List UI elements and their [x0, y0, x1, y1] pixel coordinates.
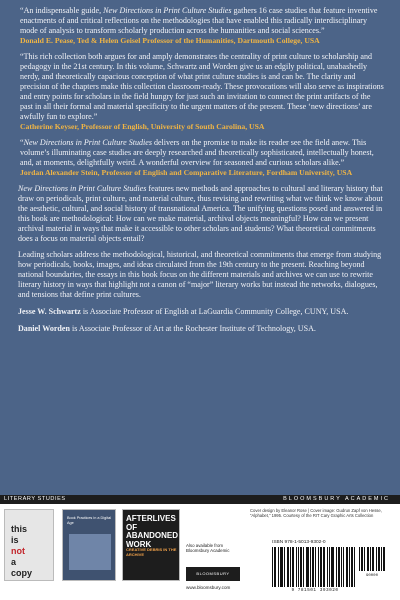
related-book-title: Book Practices in a Digital Age [67, 516, 112, 525]
related-book-cover [62, 509, 116, 581]
quote-text-part: gathers 16 case studies that feature inventive enactments of and critical reflections on the methodologies that have enabled this radically interdisciplinary mode of analysis to transform scholarly production across the humanities and social sciences.” [20, 6, 378, 35]
barcode-bar [321, 547, 322, 587]
related-book-title: AFTERLIVES OF ABANDONED WORK [126, 514, 178, 549]
barcode-bar [312, 547, 313, 587]
price-barcode-bar [381, 547, 382, 571]
barcode-bar [329, 547, 330, 587]
category-bar [0, 495, 400, 504]
barcode-bar [331, 547, 332, 587]
barcode-bar [346, 547, 347, 587]
price-barcode-bar [364, 547, 365, 571]
barcode-bar [318, 547, 319, 587]
quote-book-title: New Directions in Print Culture Studies [23, 138, 152, 147]
barcode-bar [308, 547, 309, 587]
barcode-bar [324, 547, 325, 587]
barcode-bar [292, 547, 293, 587]
barcode-bar [310, 547, 311, 587]
barcode-bar [320, 547, 321, 587]
author-bio-text: is Associate Professor of English at LaGuardia Community College, CUNY, USA. [80, 306, 349, 316]
quote-text [20, 138, 384, 168]
barcode-bar [339, 547, 340, 587]
quote-text [20, 52, 384, 122]
description-book-title: New Directions in Print Culture Studies [18, 184, 147, 193]
price-barcode-bar [376, 547, 377, 571]
publisher-url: www.bloomsbury.com [186, 585, 231, 590]
related-book-cover [122, 509, 180, 581]
barcode-bar [278, 547, 279, 587]
price-barcode-bar [379, 547, 380, 571]
description-paragraph [18, 184, 384, 244]
publisher-strip [0, 495, 400, 600]
price-barcode-bar [367, 547, 368, 571]
also-available-line: Bloomsbury Academic [186, 548, 230, 554]
author-name: Daniel Worden [18, 323, 70, 333]
cover-artwork [69, 534, 111, 570]
barcode-bar [281, 547, 282, 587]
price-barcode-bar [373, 547, 374, 571]
barcode-bar [293, 547, 294, 587]
barcode-bar [315, 547, 316, 587]
barcode-bar [296, 547, 297, 587]
cover-credits: Cover design by Eleanor Rose | Cover image: Gudrun Zapf von Hesse, “Alphabet,” 1995. Courtesy of the RIT Cary Graphic Arts Collection [250, 508, 382, 519]
barcode-bar [332, 547, 333, 587]
barcode-bar [290, 547, 291, 587]
barcode-bar [303, 547, 304, 587]
category-label: LITERARY STUDIES [4, 496, 66, 502]
price-barcode-bar [359, 547, 360, 571]
quote-attribution: Donald E. Pease, Ted & Helen Geisel Professor of the Humanities, Dartmouth College, USA [20, 36, 320, 45]
barcode-bar [287, 547, 288, 587]
description-text: features new methods and approaches to cultural and literary history that draw on periodicals, print culture, and material culture, thus revising and rewriting what we think we know about the aesthetic, cultural, and social history of transnational America. The unifying questions posed and answered in this book are methodological: How can we make material, archival objects meaningful? How can we present archival material in ways that make it accessible to other scholars and students? What theoretical commitments does a focus on material objects entail? [18, 184, 383, 244]
quote-text-part: “This rich collection both argues for and amply demonstrates the centrality of print culture to scholarship and pedagogy in the 21st century. In this volume, Schwartz and Worden give us an edgily political, unabashedly nerdy, and theoretically capacious conception of what print culture studies is and can be. The clarity and precision of the chapters make this collection classroom-ready. These provocations will also serve as inspirations and entry points for scholars in the field hungry for just such an invitation to connect the print artifacts of the past in all their formal and material specificity to the urgent matters of the present. These ‘new directions’ are awfully fun to explore.” [20, 52, 384, 121]
barcode-bar [336, 547, 337, 587]
barcode-bar [282, 547, 283, 587]
price-barcode-bar [378, 547, 379, 571]
price-code: 90000 [365, 574, 379, 577]
barcode-bar [347, 547, 348, 587]
barcode-bar [354, 547, 355, 587]
barcode-bar [341, 547, 342, 587]
barcode-bar [298, 547, 299, 587]
publisher-label: BLOOMSBURY ACADEMIC [283, 496, 390, 502]
barcode-bar [288, 547, 289, 587]
barcode-bar [323, 547, 324, 587]
price-barcode-bar [383, 547, 384, 571]
author-bio-text: is Associate Professor of Art at the Rochester Institute of Technology, USA. [69, 323, 316, 333]
isbn-label: ISBN 978-1-5013-9302-0 [272, 540, 326, 545]
price-barcode-bar [361, 547, 362, 571]
quote-text-part: “An indispensable guide, [20, 6, 104, 15]
related-book-cover [4, 509, 54, 581]
barcode-bar [343, 547, 344, 587]
barcode-bar [284, 547, 285, 587]
price-barcode-icon [358, 547, 386, 577]
author-bio [18, 324, 384, 334]
price-barcode-bar [368, 547, 369, 571]
barcode-icon [272, 547, 356, 587]
price-barcode-bar [362, 547, 363, 571]
barcode-bar [274, 547, 275, 587]
description-paragraph: Leading scholars address the methodological, historical, and theoretical commitments that emerge from studying how periodicals, books, images, and ideas circulated from the 19th century to the present. Reaching beyond national boundaries, the essays in this book focus on the different materials and archives we can use to rewrite literary history in ways that highlight not a canon of “major” literary works but instead the networks, dialogues, and tensions that define print cultures. [18, 250, 382, 300]
barcode-bar [307, 547, 308, 587]
endorsement-quote [18, 6, 384, 46]
author-bio [18, 307, 384, 317]
title-line: copy [11, 568, 33, 578]
price-barcode-bar [372, 547, 373, 571]
title-line: this [11, 524, 28, 534]
price-barcode-bar [370, 547, 371, 571]
barcode-bar [351, 547, 352, 587]
barcode-bar [352, 547, 353, 587]
also-available-note [186, 543, 229, 554]
barcode-bar [327, 547, 328, 587]
barcode-bar [306, 547, 307, 587]
related-book-subtitle: CREATIVE DEBRIS IN THE ARCHIVE [126, 547, 177, 557]
quote-text-part: “ [20, 138, 24, 147]
barcode-bar [333, 547, 334, 587]
barcode-bar [313, 547, 314, 587]
also-available-line: Also available from [186, 543, 224, 548]
barcode-bar [300, 547, 301, 587]
barcode-bar [349, 547, 350, 587]
author-name: Jesse W. Schwartz [18, 306, 81, 316]
barcode-bar [275, 547, 276, 587]
barcode-digits: 9 781501 393020 [291, 588, 339, 593]
quote-attribution: Catherine Keyser, Professor of English, University of South Carolina, USA [20, 122, 265, 131]
barcode-bar [301, 547, 302, 587]
title-line: is [11, 535, 19, 545]
endorsement-quote [18, 52, 384, 132]
quote-attribution: Jordan Alexander Stein, Professor of English and Comparative Literature, Fordham University, USA [20, 168, 353, 177]
quote-book-title: New Directions in Print Culture Studies [103, 6, 232, 15]
title-line: not [11, 546, 25, 556]
quote-text-part: delivers on the promise to make its reader see the field anew. This volume’s illuminating case studies are deeply researched and theoretically sophisticated, intellectually honest, and, at moments, delightfully weird. A wonderful overview for seasoned and curious scholars alike.” [20, 138, 374, 167]
barcode-bar [338, 547, 339, 587]
price-barcode-bar [384, 547, 385, 571]
title-line: a [11, 557, 17, 567]
barcode-bar [280, 547, 281, 587]
barcode-bar [272, 547, 273, 587]
quote-text [20, 6, 384, 36]
related-book-title [11, 524, 32, 579]
endorsement-quote [18, 138, 384, 178]
publisher-logo: BLOOMSBURY [186, 567, 240, 581]
cover-text-column [18, 6, 384, 341]
